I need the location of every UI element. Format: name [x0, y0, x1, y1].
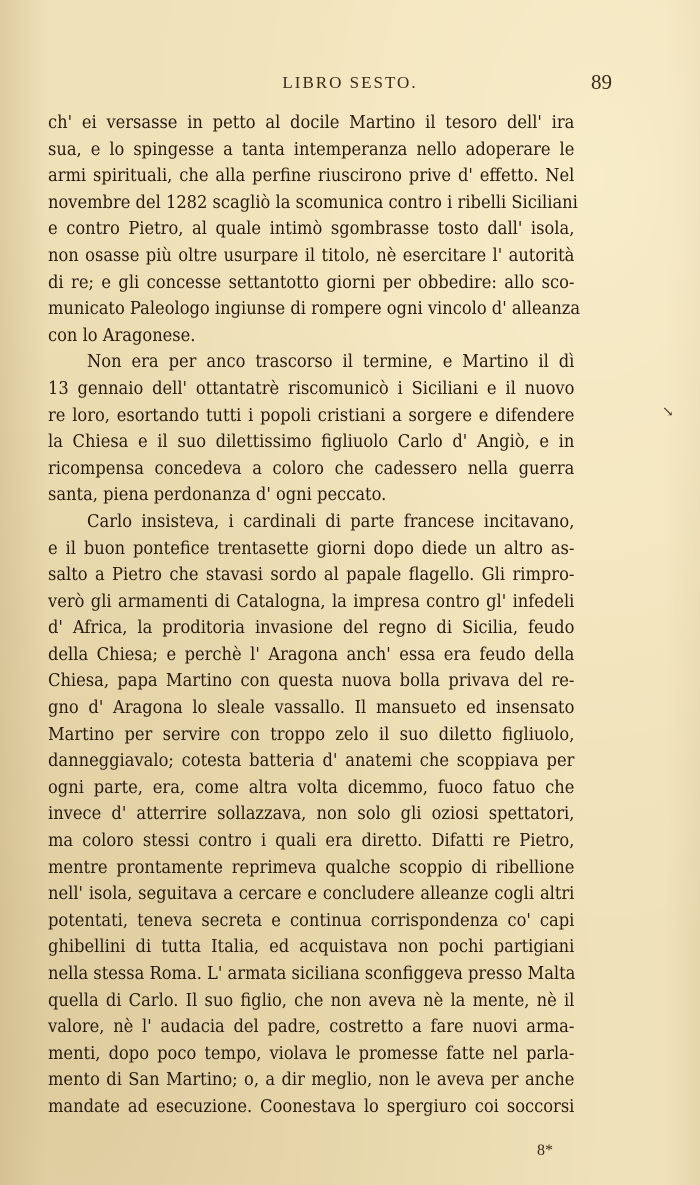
text-line: ma coloro stessi contro i quali era diretto. Difatti re Pietro, [48, 831, 575, 852]
text-line: di re; e gli concesse settantotto giorni per obbedire: allo sco- [48, 272, 575, 293]
text-line: ch' ei versasse in petto al docile Martino il tesoro dell' ira [48, 113, 575, 133]
text-line-paragraph-end: santa, piena perdonanza d' ogni peccato. [48, 485, 387, 506]
running-title: LIBRO SESTO. [282, 73, 418, 92]
text-line: ghibellini di tutta Italia, ed acquistava non pochi partigiani [48, 937, 575, 958]
text-line: ogni parte, era, come altra volta dicemmo, fuoco fatuo che [48, 777, 575, 798]
text-line: e contro Pietro, al quale intimò sgombrasse tosto dall' isola, [48, 219, 575, 240]
text-line: mentre prontamente reprimeva qualche scoppio di ribellione [48, 857, 575, 878]
text-line: quella di Carlo. Il suo figlio, che non aveva nè la mente, nè il [48, 990, 575, 1011]
signature-mark: 8* [537, 1142, 553, 1159]
text-line: re loro, esortando tutti i popoli cristiani a sorgere e difendere [48, 405, 575, 426]
text-line: la Chiesa e il suo dilettissimo figliuolo Carlo d' Angiò, e in [48, 432, 575, 453]
text-line: d' Africa, la proditoria invasione del regno di Sicilia, feudo [48, 618, 575, 639]
text-line: non osasse più oltre usurpare il titolo, nè esercitare l' autorità [48, 245, 575, 266]
text-line-paragraph-start: Non era per anco trascorso il termine, e Martino il dì [87, 352, 575, 373]
text-line: Chiesa, papa Martino con questa nuova bolla privava del re- [48, 671, 575, 692]
text-line: novembre del 1282 scagliò la scomunica contro i ribelli Siciliani [48, 192, 578, 213]
text-line: mandate ad esecuzione. Coonestava lo spergiuro coi soccorsi [48, 1096, 575, 1117]
text-line: valore, nè l' audacia del padre, costretto a fare nuovi arma- [48, 1017, 575, 1038]
text-line: potentati, teneva secreta e continua corrispondenza co' capi [48, 910, 575, 931]
text-line: 13 gennaio dell' ottantatrè riscomunicò i Siciliani e il nuovo [48, 378, 575, 399]
text-line: municato Paleologo ingiunse di rompere ogni vincolo d' alleanza [48, 299, 581, 320]
text-line-paragraph-start: Carlo insisteva, i cardinali di parte francese incitavano, [87, 511, 575, 532]
body-text [48, 110, 581, 1121]
text-line: Martino per servire con troppo zelo il suo diletto figliuolo, [48, 724, 575, 745]
text-line: danneggiavalo; cotesta batteria d' anatemi che scoppiava per [48, 751, 575, 772]
text-line: nell' isola, seguitava a cercare e concludere alleanze cogli altri [48, 884, 575, 905]
text-line: della Chiesa; e perchè l' Aragona anch' essa era feudo della [48, 644, 575, 665]
page-number: 89 [591, 70, 612, 94]
text-line: armi spirituali, che alla perfine riuscirono prive d' effetto. Nel [48, 166, 575, 187]
text-line: verò gli armamenti di Catalogna, la impresa contro gl' infedeli [48, 591, 575, 612]
text-line: nella stessa Roma. L' armata siciliana sconfiggeva presso Malta [48, 964, 576, 984]
text-line: mento di San Martino; o, a dir meglio, non le aveva per anche [48, 1070, 575, 1091]
text-line: sua, e lo spingesse a tanta intemperanza nello adoperare le [48, 139, 575, 160]
text-line: menti, dopo poco tempo, violava le promesse fatte nel parla- [48, 1043, 575, 1064]
text-line: invece d' atterrire sollazzava, non solo gli oziosi spettatori, [48, 804, 575, 825]
text-line-paragraph-end: con lo Aragonese. [48, 325, 196, 346]
text-line: salto a Pietro che stavasi sordo al papale flagello. Gli rimpro- [48, 565, 575, 586]
text-line: gno d' Aragona lo sleale vassallo. Il mansueto ed insensato [48, 698, 575, 719]
text-line: ricompensa concedeva a coloro che cadessero nella guerra [48, 458, 575, 479]
running-header [0, 70, 700, 97]
margin-mark: ↘ [662, 404, 674, 420]
text-line: e il buon pontefice trentasette giorni dopo diede un altro as- [48, 538, 575, 559]
